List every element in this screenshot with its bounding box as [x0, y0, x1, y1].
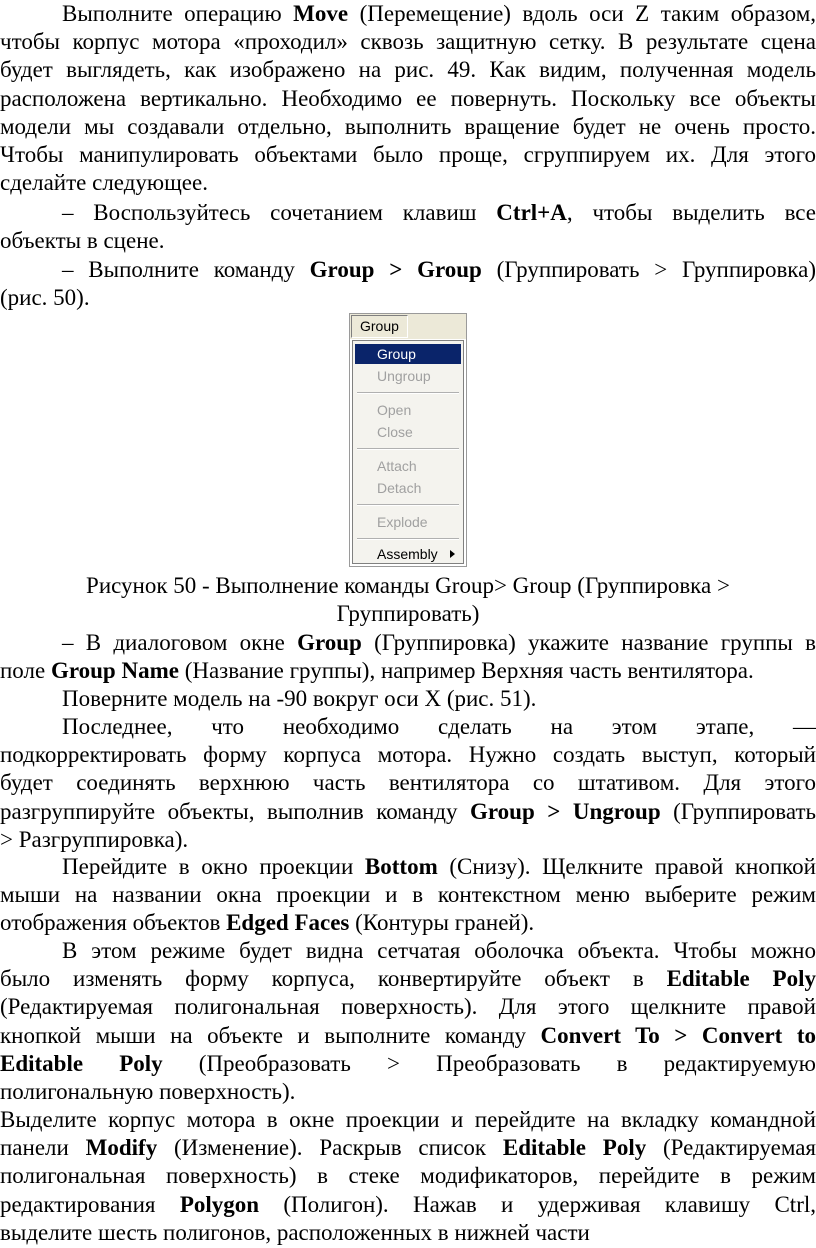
menu-item-explode[interactable]: Explode [377, 514, 428, 530]
text-line: сделайте следующее. [0, 170, 208, 196]
text-line: панели Modify (Изменение). Раскрыв список Editable Poly (Редактируемая [0, 1135, 816, 1161]
text-line: > Разгруппировка). [0, 826, 189, 852]
text-line: кнопкой мыши на объекте и выполните команду Convert To > Convert to [0, 1022, 816, 1048]
text-line: – В диалоговом окне Group (Группировка) укажите название группы в [62, 630, 816, 655]
text-line: модели мы создавали отдельно, выполнить вращение будет не очень просто. [0, 113, 816, 139]
text-line: подкорректировать форму корпуса мотора. Нужно создать выступ, который [0, 742, 816, 768]
text-line: редактирования Polygon (Полигон). Нажав и удерживая клавишу Ctrl, [0, 1191, 816, 1217]
menu-item-ungroup[interactable]: Ungroup [377, 368, 431, 384]
text-line: полигональную поверхность). [0, 1078, 296, 1104]
text-line: расположена вертикально. Необходимо ее повернуть. Поскольку все объекты [0, 85, 816, 111]
menu-item-group[interactable]: Group [355, 344, 461, 364]
group-menu-screenshot [349, 313, 467, 567]
menu-separator [357, 448, 459, 450]
text-line: Editable Poly (Преобразовать > Преобразовать в редактируемую [0, 1050, 816, 1076]
text-line: полигональная поверхность) в стеке модификаторов, перейдите в режим [0, 1163, 816, 1189]
paragraph-5 [0, 685, 816, 713]
text-line: Выполните операцию Move (Перемещение) вдоль оси Z таким образом, [62, 1, 816, 26]
figure-caption [0, 572, 816, 628]
text-line: будет выглядеть, как изображено на рис. 49. Как видим, полученная модель [0, 57, 816, 83]
menu-separator [357, 504, 459, 506]
text-line: (Редактируемая полигональная поверхность). Для этого щелкните правой [0, 994, 816, 1020]
text-line: было изменять форму корпуса, конвертируйте объект в Editable Poly [0, 966, 816, 992]
menu-item-detach[interactable]: Detach [377, 480, 422, 496]
text-line: Поверните модель на -90 вокруг оси X (рис. 51). [62, 686, 537, 711]
paragraph-8 [0, 937, 816, 1106]
text-line: будет соединять верхнюю часть вентилятора со штативом. Для этого [0, 770, 816, 796]
menu-bar [350, 314, 466, 339]
paragraph-6 [0, 713, 816, 854]
text-line: В этом режиме будет видна сетчатая оболочка объекта. Чтобы можно [62, 938, 816, 963]
text-line: отображения объектов Edged Faces (Контуры граней). [0, 910, 535, 936]
text-line: Перейдите в окно проекции Bottom (Снизу). Щелкните правой кнопкой [62, 854, 816, 879]
submenu-arrow-icon [450, 550, 455, 558]
paragraph-3 [0, 256, 816, 312]
paragraph-2 [0, 199, 816, 255]
text-line: Последнее, что необходимо сделать на этом этапе, — [62, 714, 816, 739]
menu-separator [357, 392, 459, 394]
text-line: разгруппируйте объекты, выполнив команду Group > Ungroup (Группировать [0, 798, 816, 824]
group-dropdown [352, 340, 464, 564]
paragraph-9 [0, 1106, 816, 1247]
menu-item-close[interactable]: Close [377, 424, 413, 440]
text-line: (рис. 50). [0, 285, 90, 311]
menu-item-open[interactable]: Open [377, 402, 412, 418]
text-line: объекты в сцене. [0, 228, 165, 254]
caption-line: Рисунок 50 - Выполнение команды Group> Group (Группировка > [86, 573, 730, 598]
text-line: поле Group Name (Название группы), например Верхняя часть вентилятора. [0, 658, 754, 684]
menu-item-assembly[interactable] [355, 544, 461, 564]
menu-item-assembly-label: Assembly [377, 546, 438, 562]
text-line: – Выполните команду Group > Group (Группировать > Группировка) [62, 257, 816, 282]
paragraph-1 [0, 0, 816, 197]
text-line: чтобы корпус мотора «проходил» сквозь защитную сетку. В результате сцена [0, 29, 816, 55]
paragraph-4 [0, 629, 816, 685]
caption-line: Группировать) [336, 601, 480, 627]
menu-separator [357, 538, 459, 540]
text-line: – Воспользуйтесь сочетанием клавиш Ctrl+A, чтобы выделить все [62, 200, 816, 225]
text-line: Чтобы манипулировать объектами было проще, сгруппируем их. Для этого [0, 141, 816, 167]
text-line: выделите шесть полигонов, расположенных в нижней части [0, 1219, 590, 1245]
menu-bar-group[interactable]: Group [351, 315, 408, 338]
menu-item-attach[interactable]: Attach [377, 458, 417, 474]
text-line: Выделите корпус мотора в окне проекции и перейдите на вкладку командной [0, 1107, 816, 1132]
paragraph-7 [0, 853, 816, 938]
text-line: мыши на названии окна проекции и в контекстном меню выберите режим [0, 882, 816, 908]
